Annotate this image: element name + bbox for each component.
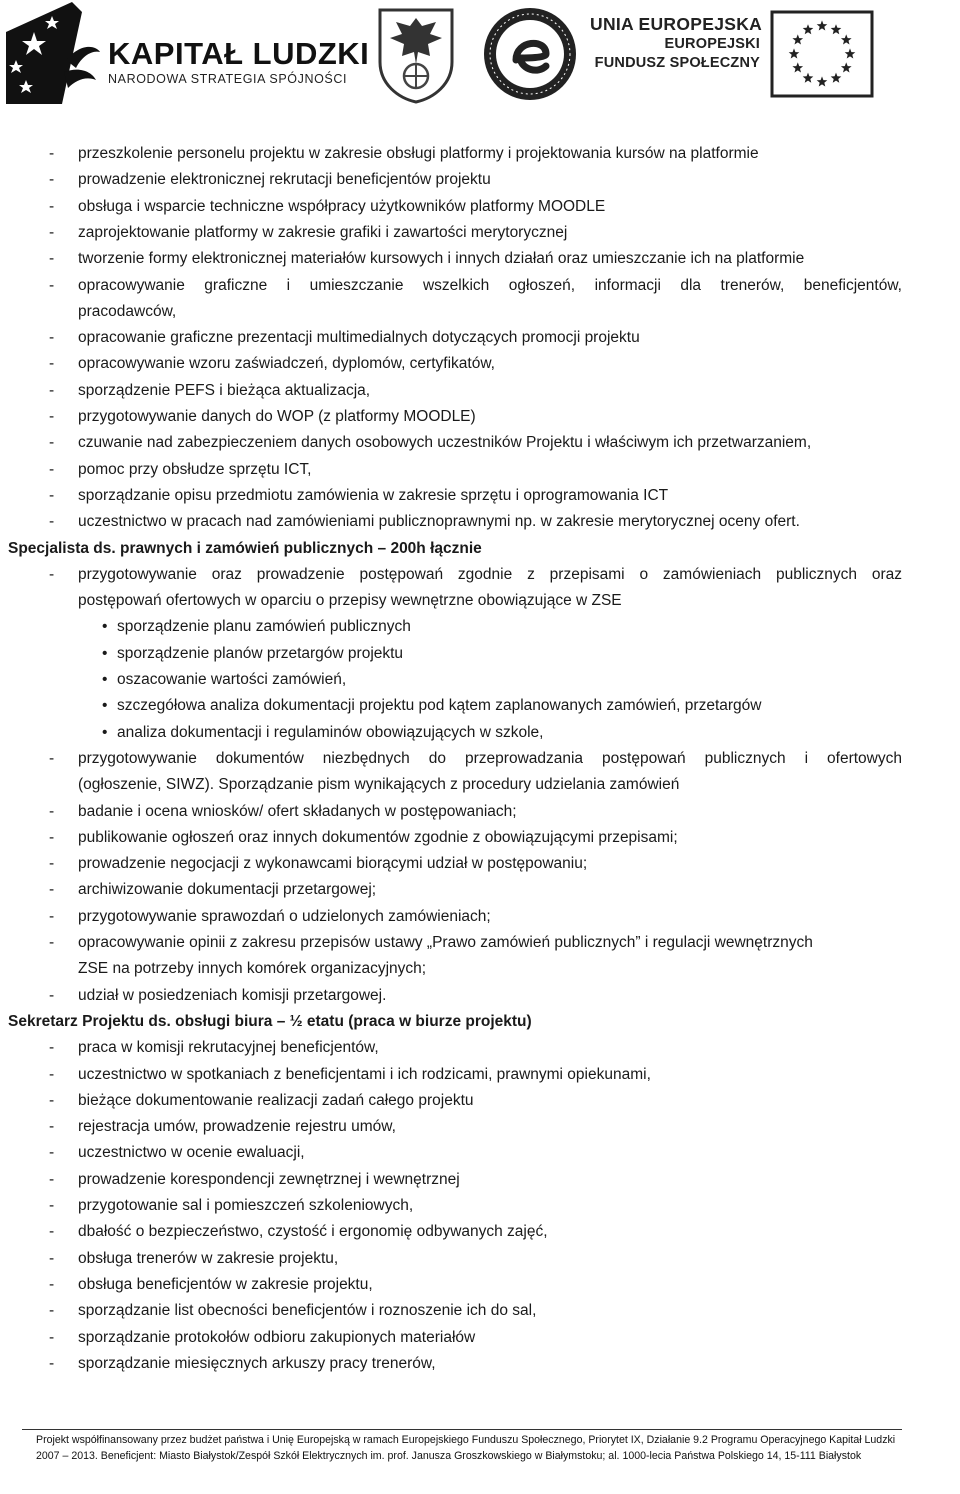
list-dash: -	[49, 1275, 55, 1293]
list-item: praca w komisji rekrutacyjnej beneficjentów,	[78, 1039, 379, 1057]
list-item: bieżące dokumentowanie realizacji zadań całego projektu	[78, 1091, 474, 1109]
list-dash: -	[49, 355, 55, 373]
list-item-continuation: (ogłoszenie, SIWZ). Sporządzanie pism wynikających z procedury udzielania zamówień	[78, 776, 680, 794]
list-dash: -	[49, 986, 55, 1004]
list-item: przygotowywanie dokumentów niezbędnych do przeprowadzania postępowań publicznych i ofertowych	[78, 749, 902, 767]
bullet-item: sporządzenie planu zamówień publicznych	[117, 618, 411, 636]
bialystok-coat-of-arms-icon	[372, 4, 460, 104]
list-dash: -	[49, 329, 55, 347]
list-item: prowadzenie korespondencji zewnętrznej i wewnętrznej	[78, 1170, 460, 1188]
list-dash: -	[49, 513, 55, 531]
list-item: uczestnictwo w spotkaniach z beneficjentami i ich rodzicami, prawnymi opiekunami,	[78, 1065, 651, 1083]
list-item: przeszkolenie personelu projektu w zakresie obsługi platformy i projektowania kursów na platformie	[78, 145, 759, 162]
list-item: sporządzanie protokołów odbioru zakupionych materiałów	[78, 1328, 476, 1346]
list-dash: -	[49, 1091, 55, 1109]
list-item: uczestnictwo w ocenie ewaluacji,	[78, 1144, 305, 1162]
list-dash: -	[49, 250, 55, 268]
list-dash: -	[49, 276, 55, 294]
list-item: sporządzenie PEFS i bieżąca aktualizacja,	[78, 381, 371, 399]
ue-line2: EUROPEJSKI	[664, 36, 760, 52]
section-heading: Specjalista ds. prawnych i zamówień publicznych – 200h łącznie	[8, 539, 482, 557]
list-item: sporządzanie opisu przedmiotu zamówienia w zakresie sprzętu i oprogramowania ICT	[78, 486, 669, 504]
list-dash: -	[49, 828, 55, 846]
kapital-ludzki-title: KAPITAŁ LUDZKI	[108, 36, 370, 71]
list-dash: -	[49, 934, 55, 951]
list-dash: -	[49, 749, 55, 767]
list-dash: -	[49, 881, 55, 899]
zespol-szkol-elektrycznych-logo-icon	[480, 4, 580, 104]
list-item: opracowywanie opinii z zakresu przepisów ustawy „Prawo zamówień publicznych” i regulacji wewnętrznych	[78, 934, 813, 951]
bullet: •	[102, 618, 108, 636]
bullet: •	[102, 671, 108, 688]
bullet: •	[102, 723, 108, 741]
list-item-continuation: postępowań ofertowych w oparciu o przepisy wewnętrzne obowiązujące w ZSE	[78, 592, 622, 610]
list-item: przygotowywanie oraz prowadzenie postępowań zgodnie z przepisami o zamówieniach publicznych oraz	[78, 565, 902, 583]
list-item: obsługa trenerów w zakresie projektu,	[78, 1249, 339, 1267]
list-dash: -	[49, 1144, 55, 1162]
bullet-item: oszacowanie wartości zamówień,	[117, 671, 347, 688]
list-dash: -	[49, 1118, 55, 1136]
list-item: czuwanie nad zabezpieczeniem danych osobowych uczestników Projektu i właściwym ich przetwarzaniem,	[78, 434, 812, 452]
bullet: •	[102, 697, 108, 715]
list-dash: -	[49, 381, 55, 399]
list-item-continuation: ZSE na potrzeby innych komórek organizacyjnych;	[78, 960, 427, 978]
list-dash: -	[49, 486, 55, 504]
list-item: zaprojektowanie platformy w zakresie grafiki i zawartości merytorycznej	[78, 223, 568, 241]
list-item: opracowywanie wzoru zaświadczeń, dyplomów, certyfikatów,	[78, 355, 495, 373]
ue-title: UNIA EUROPEJSKA	[590, 14, 763, 34]
list-dash: -	[49, 223, 55, 241]
list-dash: -	[49, 1065, 55, 1083]
list-dash: -	[49, 855, 55, 873]
bullet-item: sporządzenie planów przetargów projektu	[117, 644, 404, 662]
list-item: uczestnictwo w pracach nad zamówieniami publicznoprawnymi np. w zakresie merytorycznej oceny ofert.	[78, 513, 800, 531]
list-dash: -	[49, 565, 55, 583]
kapital-ludzki-symbol-icon	[4, 2, 104, 107]
list-dash: -	[49, 171, 55, 189]
eu-flag-icon	[770, 10, 874, 98]
list-item: obsługa beneficjentów w zakresie projektu,	[78, 1275, 373, 1293]
list-item: pomoc przy obsłudze sprzętu ICT,	[78, 460, 312, 478]
footer-line-1: Projekt współfinansowany przez budżet państwa i Unię Europejską w ramach Europejskiego Funduszu Społecznego, Priorytet IX, Działanie 9.2 Programu Operacyjnego Kapitał Ludzki	[36, 1434, 896, 1446]
list-dash: -	[49, 802, 55, 820]
list-dash: -	[49, 197, 55, 215]
list-item: archiwizowanie dokumentacji przetargowej;	[78, 881, 377, 899]
list-dash: -	[49, 408, 55, 425]
list-item: przygotowywanie sprawozdań o udzielonych zamówieniach;	[78, 907, 491, 925]
list-dash: -	[49, 907, 55, 925]
page-header	[0, 0, 960, 112]
list-item: obsługa i wsparcie techniczne współpracy użytkowników platformy MOODLE	[78, 197, 606, 215]
list-item-continuation: pracodawców,	[78, 302, 177, 320]
list-dash: -	[49, 1249, 55, 1267]
list-dash: -	[49, 1223, 55, 1241]
kapital-ludzki-logo	[4, 2, 370, 107]
list-item: przygotowywanie danych do WOP (z platformy MOODLE)	[78, 408, 476, 425]
list-dash: -	[49, 1328, 55, 1346]
list-dash: -	[49, 1039, 55, 1057]
kapital-ludzki-subtitle: NARODOWA STRATEGIA SPÓJNOŚCI	[108, 72, 348, 86]
list-dash: -	[49, 434, 55, 452]
list-dash: -	[49, 145, 55, 162]
list-dash: -	[49, 1302, 55, 1320]
list-dash: -	[49, 1170, 55, 1188]
unia-europejska-logo-text	[590, 14, 763, 94]
page-footer	[36, 1432, 936, 1464]
list-item: prowadzenie negocjacji z wykonawcami biorącymi udział w postępowaniu;	[78, 855, 588, 873]
list-item: przygotowanie sal i pomieszczeń szkoleniowych,	[78, 1197, 414, 1214]
list-item: prowadzenie elektronicznej rekrutacji beneficjentów projektu	[78, 171, 491, 189]
footer-divider	[22, 1429, 902, 1430]
ue-line3: FUNDUSZ SPOŁECZNY	[594, 55, 760, 71]
list-dash: -	[49, 1354, 55, 1372]
footer-line-2: 2007 – 2013. Beneficjent: Miasto Białystok/Zespół Szkół Elektrycznych im. prof. Janusza Groszkowskiego w Białymstoku; al. 1000-lecia Państwa Polskiego 14, 15-111 Białystok	[36, 1450, 862, 1462]
list-item: dbałość o bezpieczeństwo, czystość i ergonomię odbywanych zajęć,	[78, 1223, 548, 1241]
bullet-item: szczegółowa analiza dokumentacji projektu pod kątem zaplanowanych zamówień, przetargów	[117, 697, 762, 715]
section-heading: Sekretarz Projektu ds. obsługi biura – ½ etatu (praca w biurze projektu)	[8, 1012, 532, 1030]
list-item: rejestracja umów, prowadzenie rejestru umów,	[78, 1118, 396, 1136]
list-item: tworzenie formy elektronicznej materiałów kursowych i innych działań oraz umieszczanie ich na platformie	[78, 250, 805, 268]
list-item: opracowanie graficzne prezentacji multimedialnych dotyczących promocji projektu	[78, 329, 640, 347]
list-item: badanie i ocena wniosków/ ofert składanych w postępowaniach;	[78, 802, 517, 820]
bullet: •	[102, 644, 108, 662]
list-item: sporządzanie miesięcznych arkuszy pracy trenerów,	[78, 1354, 436, 1372]
list-dash: -	[49, 460, 55, 478]
list-dash: -	[49, 1197, 55, 1214]
bullet-item: analiza dokumentacji i regulaminów obowiązujących w szkole,	[117, 723, 544, 741]
list-item: opracowywanie graficzne i umieszczanie wszelkich ogłoszeń, informacji dla trenerów, beneficjentów,	[78, 276, 902, 294]
list-item: publikowanie ogłoszeń oraz innych dokumentów zgodnie z obowiązującymi przepisami;	[78, 828, 678, 846]
list-item: udział w posiedzeniach komisji przetargowej.	[78, 986, 387, 1004]
list-item: sporządzanie list obecności beneficjentów i roznoszenie ich do sal,	[78, 1302, 537, 1320]
